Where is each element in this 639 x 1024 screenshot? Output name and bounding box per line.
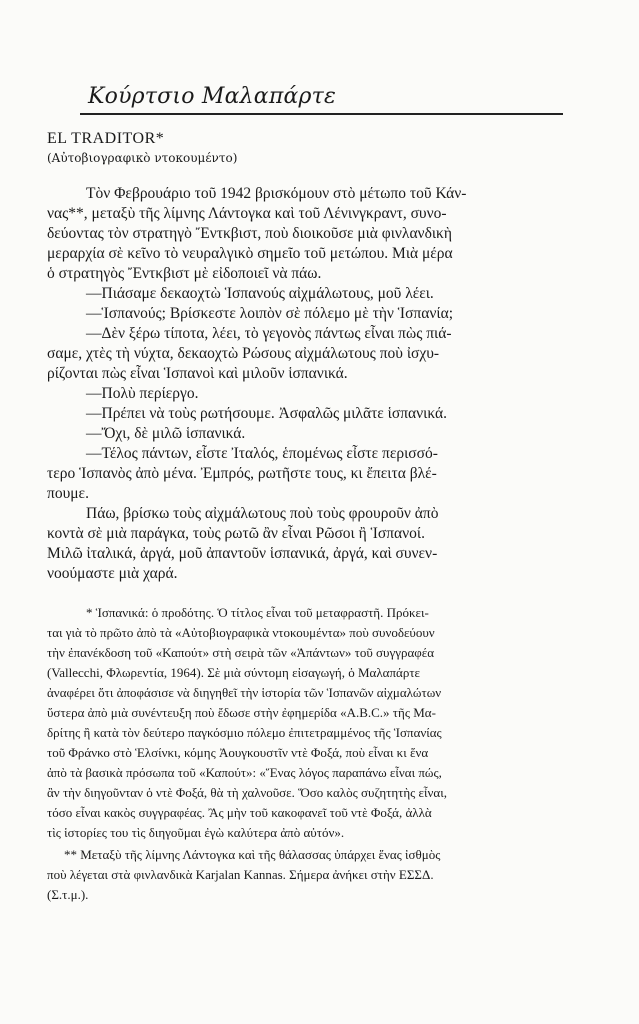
footnote-line: τόσο εἶναι κακὸς συγγραφέας. Ἂς μὴν τοῦ κακοφανεῖ τοῦ ντὲ Φοξά, ἀλλὰ xyxy=(47,805,432,820)
footnote-line: ἀπὸ τὰ βασικὰ πρόσωπα τοῦ «Καπούτ»: «Ἕνας λόγος παραπάνω εἶναι πώς, xyxy=(47,765,442,780)
body-line: νας**, μεταξὺ τῆς λίμνης Λάντογκα καὶ τοῦ Λένινγκραντ, συνο- xyxy=(47,205,447,222)
footnote-line: ται γιὰ τὸ πρῶτο ἀπὸ τὰ «Αὐτοβιογραφικὰ ντοκουμέντα» ποὺ συνοδεύουν xyxy=(47,625,435,640)
footnote-line: τὶς ἱστορίες του τὶς διηγοῦμαι ἐγὼ καλύτερα ἀπὸ αὐτόν». xyxy=(47,825,345,840)
body-line: πουμε. xyxy=(47,485,89,502)
body-line: —Ὄχι, δὲ μιλῶ ἱσπανικά. xyxy=(86,425,246,442)
footnote-line: ποὺ λέγεται στὰ φινλανδικὰ Karjalan Kannas. Σήμερα ἀνήκει στὴν ΕΣΣΔ. xyxy=(47,867,434,882)
footnote-line: (Σ.τ.μ.). xyxy=(47,887,89,902)
body-line: νοούμαστε μιὰ χαρά. xyxy=(47,565,178,582)
body-line: μεραρχία σὲ κεῖνο τὸ νευραλγικὸ σημεῖο τοῦ μετώπου. Μιὰ μέρα xyxy=(47,245,453,262)
body-line: κοντὰ σὲ μιὰ παράγκα, τοὺς ρωτῶ ἂν εἶναι Ρῶσοι ἢ Ἱσπανοί. xyxy=(47,525,425,542)
body-line: Τὸν Φεβρουάριο τοῦ 1942 βρισκόμουν στὸ μέτωπο τοῦ Κάν- xyxy=(86,185,467,202)
footnote-line: τοῦ Φράνκο στὸ Ἑλσίνκι, κόμης Ἀουγκουστῖν ντὲ Φοξά, ποὺ εἶναι κι ἕνα xyxy=(47,745,429,760)
header-rule xyxy=(80,113,563,115)
body-line: —Τέλος πάντων, εἶστε Ἰταλός, ἑπομένως εἶστε περισσό- xyxy=(86,445,438,462)
body-line: —Πολὺ περίεργο. xyxy=(86,385,199,402)
section-title: EL TRADITOR* xyxy=(47,130,165,147)
body-line: σαμε, χτὲς τὴ νύχτα, δεκαοχτὼ Ρώσους αἰχμάλωτους ποὺ ἰσχυ- xyxy=(47,345,440,362)
footnote-line: τὴν ἐπανέκδοση τοῦ «Καπούτ» στὴ σειρὰ τῶν «Ἁπάντων» τοῦ συγγραφέα xyxy=(47,645,435,660)
section-subtitle: (Αὐτοβιογραφικὸ ντοκουμέντο) xyxy=(47,151,238,165)
footnote-line: * Ἱσπανικά: ὁ προδότης. Ὁ τίτλος εἶναι τοῦ μεταφραστῆ. Πρόκει- xyxy=(86,605,429,620)
footnote-line: (Vallecchi, Φλωρεντία, 1964). Σὲ μιὰ σύντομη εἰσαγωγή, ὁ Μαλαπάρτε xyxy=(47,665,421,680)
body-line: Πάω, βρίσκω τοὺς αἰχμάλωτους ποὺ τοὺς φρουροῦν ἀπὸ xyxy=(86,505,439,522)
footnote-line: ** Μεταξὺ τῆς λίμνης Λάντογκα καὶ τῆς θάλασσας ὑπάρχει ἕνας ἰσθμὸς xyxy=(64,847,441,862)
body-line: —Δὲν ξέρω τίποτα, λέει, τὸ γεγονὸς πάντως εἶναι πὼς πιά- xyxy=(86,325,452,342)
footnote-line: ἂν τὴν διηγοῦνταν ὁ ντὲ Φοξά, θὰ τὴ χαλνοῦσε. Ὅσο καλὸς συζητητὴς εἶναι, xyxy=(47,785,447,800)
body-line: —Πρέπει νὰ τοὺς ρωτήσουμε. Ἀσφαλῶς μιλᾶτε ἱσπανικά. xyxy=(86,405,448,422)
footnote-line: δρίτης ἢ κατὰ τὸν δεύτερο παγκόσμιο πόλεμο ἐπιτετραμμένος τῆς Ἱσπανίας xyxy=(47,725,442,740)
body-line: ρίζονται πὼς εἶναι Ἱσπανοὶ καὶ μιλοῦν ἱσπανικά. xyxy=(47,365,348,382)
footnote-line: ὕστερα ἀπὸ μιὰ συνέντευξη ποὺ ἔδωσε στὴν ἐφημερίδα «A.B.C.» τῆς Μα- xyxy=(47,705,436,720)
body-line: δεύοντας τὸν στρατηγὸ Ἔντκβιστ, ποὺ διοικοῦσε μιὰ φινλανδικὴ xyxy=(47,225,452,242)
footnote-line: ἀναφέρει ὅτι ἀποφάσισε νὰ διηγηθεῖ τὴν ἱστορία τῶν Ἱσπανῶν αἰχμαλώτων xyxy=(47,685,442,700)
body-line: —Πιάσαμε δεκαοχτὼ Ἱσπανούς αἰχμάλωτους, μοῦ λέει. xyxy=(86,285,434,302)
body-line: —Ἱσπανούς; Βρίσκεστε λοιπὸν σὲ πόλεμο μὲ τὴν Ἱσπανία; xyxy=(86,305,454,322)
running-title: Κούρτσιο Μαλαπάρτε xyxy=(88,84,337,109)
body-line: τερο Ἱσπανὸς ἀπὸ μένα. Ἐμπρός, ρωτῆστε τους, κι ἔπειτα βλέ- xyxy=(47,465,437,482)
body-line: ὁ στρατηγὸς Ἔντκβιστ μὲ εἰδοποιεῖ νὰ πάω. xyxy=(47,265,322,282)
body-line: Μιλῶ ἰταλικά, ἀργά, μοῦ ἀπαντοῦν ἱσπανικά, ἀργά, καὶ συνεν- xyxy=(47,545,438,562)
